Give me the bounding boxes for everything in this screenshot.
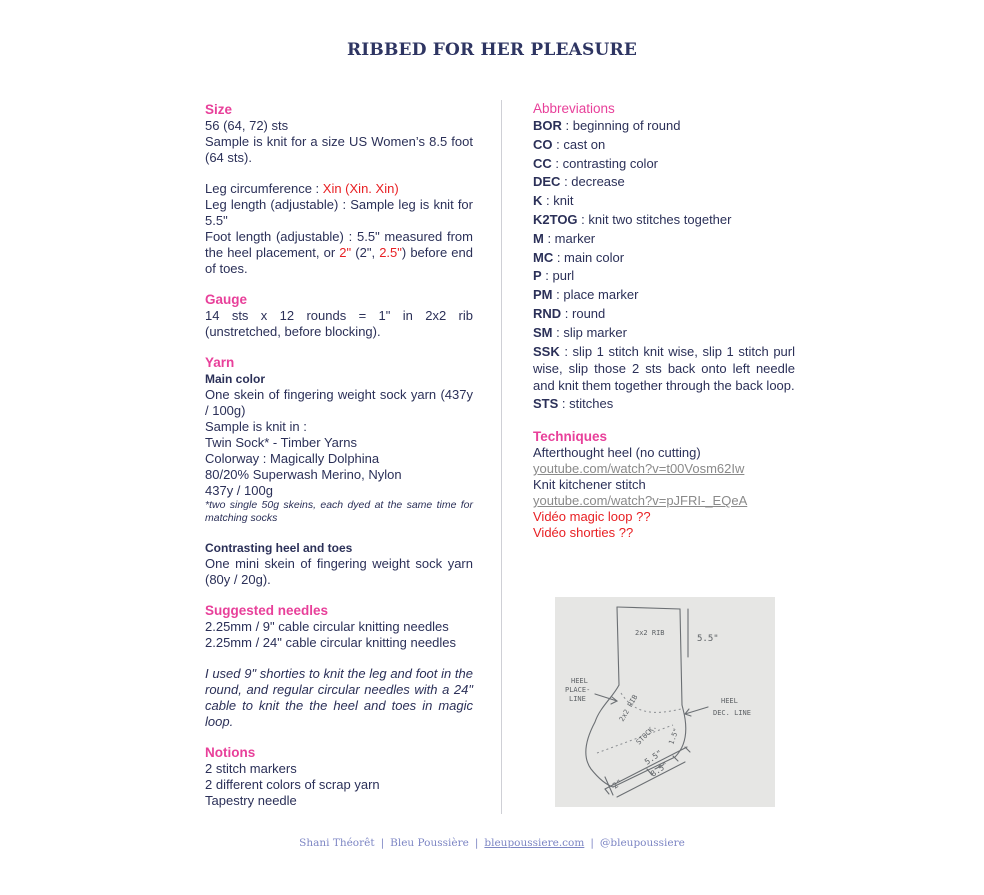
technique-magic-loop: Vidéo magic loop ?? (533, 509, 651, 525)
abbreviation-item (533, 395, 795, 412)
abbreviation-item (533, 324, 795, 341)
abbreviation-item (533, 173, 795, 190)
sketch-label-leg: 5.5" (697, 634, 719, 644)
sketch-label-total: 8.5" (648, 760, 670, 779)
abbreviation-term: M (533, 230, 544, 246)
abbreviation-definition: : slip marker (552, 324, 627, 340)
abbreviation-definition: : round (561, 305, 606, 321)
yarn-colorway: Colorway : Magically Dolphina (205, 451, 380, 466)
sketch-label-foot-rib: 2x2 RIB (617, 693, 640, 723)
abbreviation-term: K2TOG (533, 211, 578, 227)
leg-circumference: Leg circumference : Xin (Xin. Xin) (205, 181, 399, 196)
abbreviation-term: MC (533, 249, 554, 265)
yarn-weight: 437y / 100g (205, 483, 273, 498)
gauge-text: 14 sts x 12 rounds = 1" in 2x2 rib (unstretched, before blocking). (205, 308, 473, 339)
gauge-heading: Gauge (205, 292, 248, 307)
sketch-label-heel-place-2: PLACE- (565, 686, 591, 694)
abbreviation-term: CO (533, 136, 553, 152)
abbreviation-definition: : cast on (552, 136, 606, 152)
abbreviation-definition: : place marker (552, 287, 639, 303)
abbreviation-item (533, 192, 795, 209)
footer-handle: @bleupoussiere (599, 837, 685, 849)
footer: Shani Théorêt | Bleu Poussière | bleupoussiere.com | @bleupoussiere (299, 837, 685, 849)
sketch-label-foot: 5.5" (642, 748, 664, 767)
yarn-heading: Yarn (205, 355, 235, 370)
abbreviation-item (533, 267, 795, 284)
abbreviation-item (533, 343, 795, 394)
column-divider (501, 100, 502, 814)
footer-brand: Bleu Poussière (390, 837, 469, 849)
leg-circumference-value: Xin (Xin. Xin) (322, 181, 399, 196)
yarn-brand: Twin Sock* - Timber Yarns (205, 435, 357, 450)
needles-heading: Suggested needles (205, 603, 329, 618)
sketch-label-heel-place-1: HEEL (571, 677, 588, 685)
abbreviation-item (533, 155, 795, 172)
techniques-heading: Techniques (533, 429, 608, 445)
size-sample: Sample is knit for a size US Women’s 8.5 foot (64 sts). (205, 134, 473, 165)
size-heading: Size (205, 102, 233, 117)
footer-site-link[interactable]: bleupoussiere.com (484, 837, 585, 849)
abbreviation-item (533, 305, 795, 322)
sock-sketch-image (555, 597, 775, 807)
sketch-label-heel-dec-2: DEC. LINE (713, 709, 751, 717)
yarn-fiber: 80/20% Superwash Merino, Nylon (205, 467, 402, 482)
notion-item: 2 different colors of scrap yarn (205, 777, 380, 792)
abbreviation-term: BOR (533, 118, 562, 133)
main-color-label: Main color (205, 372, 266, 386)
abbreviation-term: SM (533, 324, 553, 340)
abbreviation-term: RND (533, 305, 562, 321)
technique-shorties: Vidéo shorties ?? (533, 525, 634, 541)
abbreviation-term: PM (533, 287, 553, 303)
abbreviation-item (533, 117, 795, 134)
leg-length: Leg length (adjustable) : Sample leg is knit for 5.5" (205, 197, 473, 228)
sketch-label-toe: 2" (610, 777, 625, 791)
technique-link-2[interactable]: youtube.com/watch?v=pJFRI-_EQeA (533, 493, 748, 509)
abbreviation-definition: : marker (543, 230, 596, 246)
technique-afterthought-heel: Afterthought heel (no cutting) (533, 445, 701, 461)
abbreviation-term: K (533, 193, 543, 209)
yarn-note: *two single 50g skeins, each dyed at the same time for matching socks (205, 499, 473, 524)
technique-kitchener: Knit kitchener stitch (533, 477, 646, 493)
right-column (533, 101, 795, 541)
abbreviations-heading: Abbreviations (533, 101, 615, 116)
notion-item: 2 stitch markers (205, 761, 297, 776)
foot-length: Foot length (adjustable) : 5.5" measured from the heel placement, or 2" (2", 2.5") before end of toes. (205, 229, 473, 276)
footer-author: Shani Théorêt (299, 837, 375, 849)
sock-sketch-drawing (555, 597, 775, 807)
notion-item: Tapestry needle (205, 793, 297, 808)
abbreviation-term: DEC (533, 174, 561, 190)
abbreviation-item (533, 211, 795, 228)
abbreviation-definition: : knit two stitches together (577, 211, 732, 227)
abbreviation-definition: : knit (542, 193, 574, 209)
needle-line-2: 2.25mm / 24" cable circular knitting needles (205, 635, 457, 650)
abbreviation-definition: : decrease (560, 174, 625, 190)
abbreviation-term: SSK (533, 343, 560, 359)
needle-line-1: 2.25mm / 9" cable circular knitting needles (205, 619, 449, 634)
abbreviation-item (533, 230, 795, 247)
abbreviation-term: P (533, 268, 542, 284)
abbreviation-term: CC (533, 155, 552, 171)
notions-heading: Notions (205, 745, 256, 760)
abbreviations-list (533, 117, 795, 412)
abbreviation-definition: : main color (553, 249, 625, 265)
technique-link-1[interactable]: youtube.com/watch?v=t00Vosm62Iw (533, 461, 745, 477)
contrast-desc: One mini skein of fingering weight sock yarn (80y / 20g). (205, 556, 473, 587)
needles-note: I used 9" shorties to knit the leg and foot in the round, and regular circular needles with a 24" cable to knit the the heel and toes in magic loop. (205, 666, 473, 729)
abbreviation-item (533, 286, 795, 303)
contrast-label: Contrasting heel and toes (205, 541, 353, 555)
size-counts: 56 (64, 72) sts (205, 118, 289, 133)
abbreviation-definition: : contrasting color (551, 155, 658, 171)
sample-knit-in: Sample is knit in : (205, 419, 307, 434)
sketch-label-rib: 2x2 RIB (635, 629, 665, 637)
abbreviation-item (533, 249, 795, 266)
sketch-label-heel-place-3: LINE (569, 695, 586, 703)
sketch-label-heel-dec-1: HEEL (721, 697, 738, 705)
left-column (205, 102, 473, 809)
abbreviation-item (533, 136, 795, 153)
sketch-label-15: 1.5" (667, 727, 681, 746)
main-color-desc: One skein of fingering weight sock yarn (437y / 100g) (205, 387, 473, 418)
page-title: RIBBED FOR HER PLEASURE (346, 40, 638, 60)
abbreviation-definition: : stitches (558, 396, 614, 412)
sketch-label-stock: STOCK. (634, 722, 659, 747)
abbreviation-definition: : beginning of round (561, 118, 681, 133)
abbreviation-term: STS (533, 396, 559, 412)
abbreviation-definition: : slip 1 stitch knit wise, slip 1 stitch purl wise, slip those 2 sts back onto left needle and knit them together through the back loop. (533, 343, 795, 393)
abbreviation-definition: : purl (541, 268, 575, 284)
